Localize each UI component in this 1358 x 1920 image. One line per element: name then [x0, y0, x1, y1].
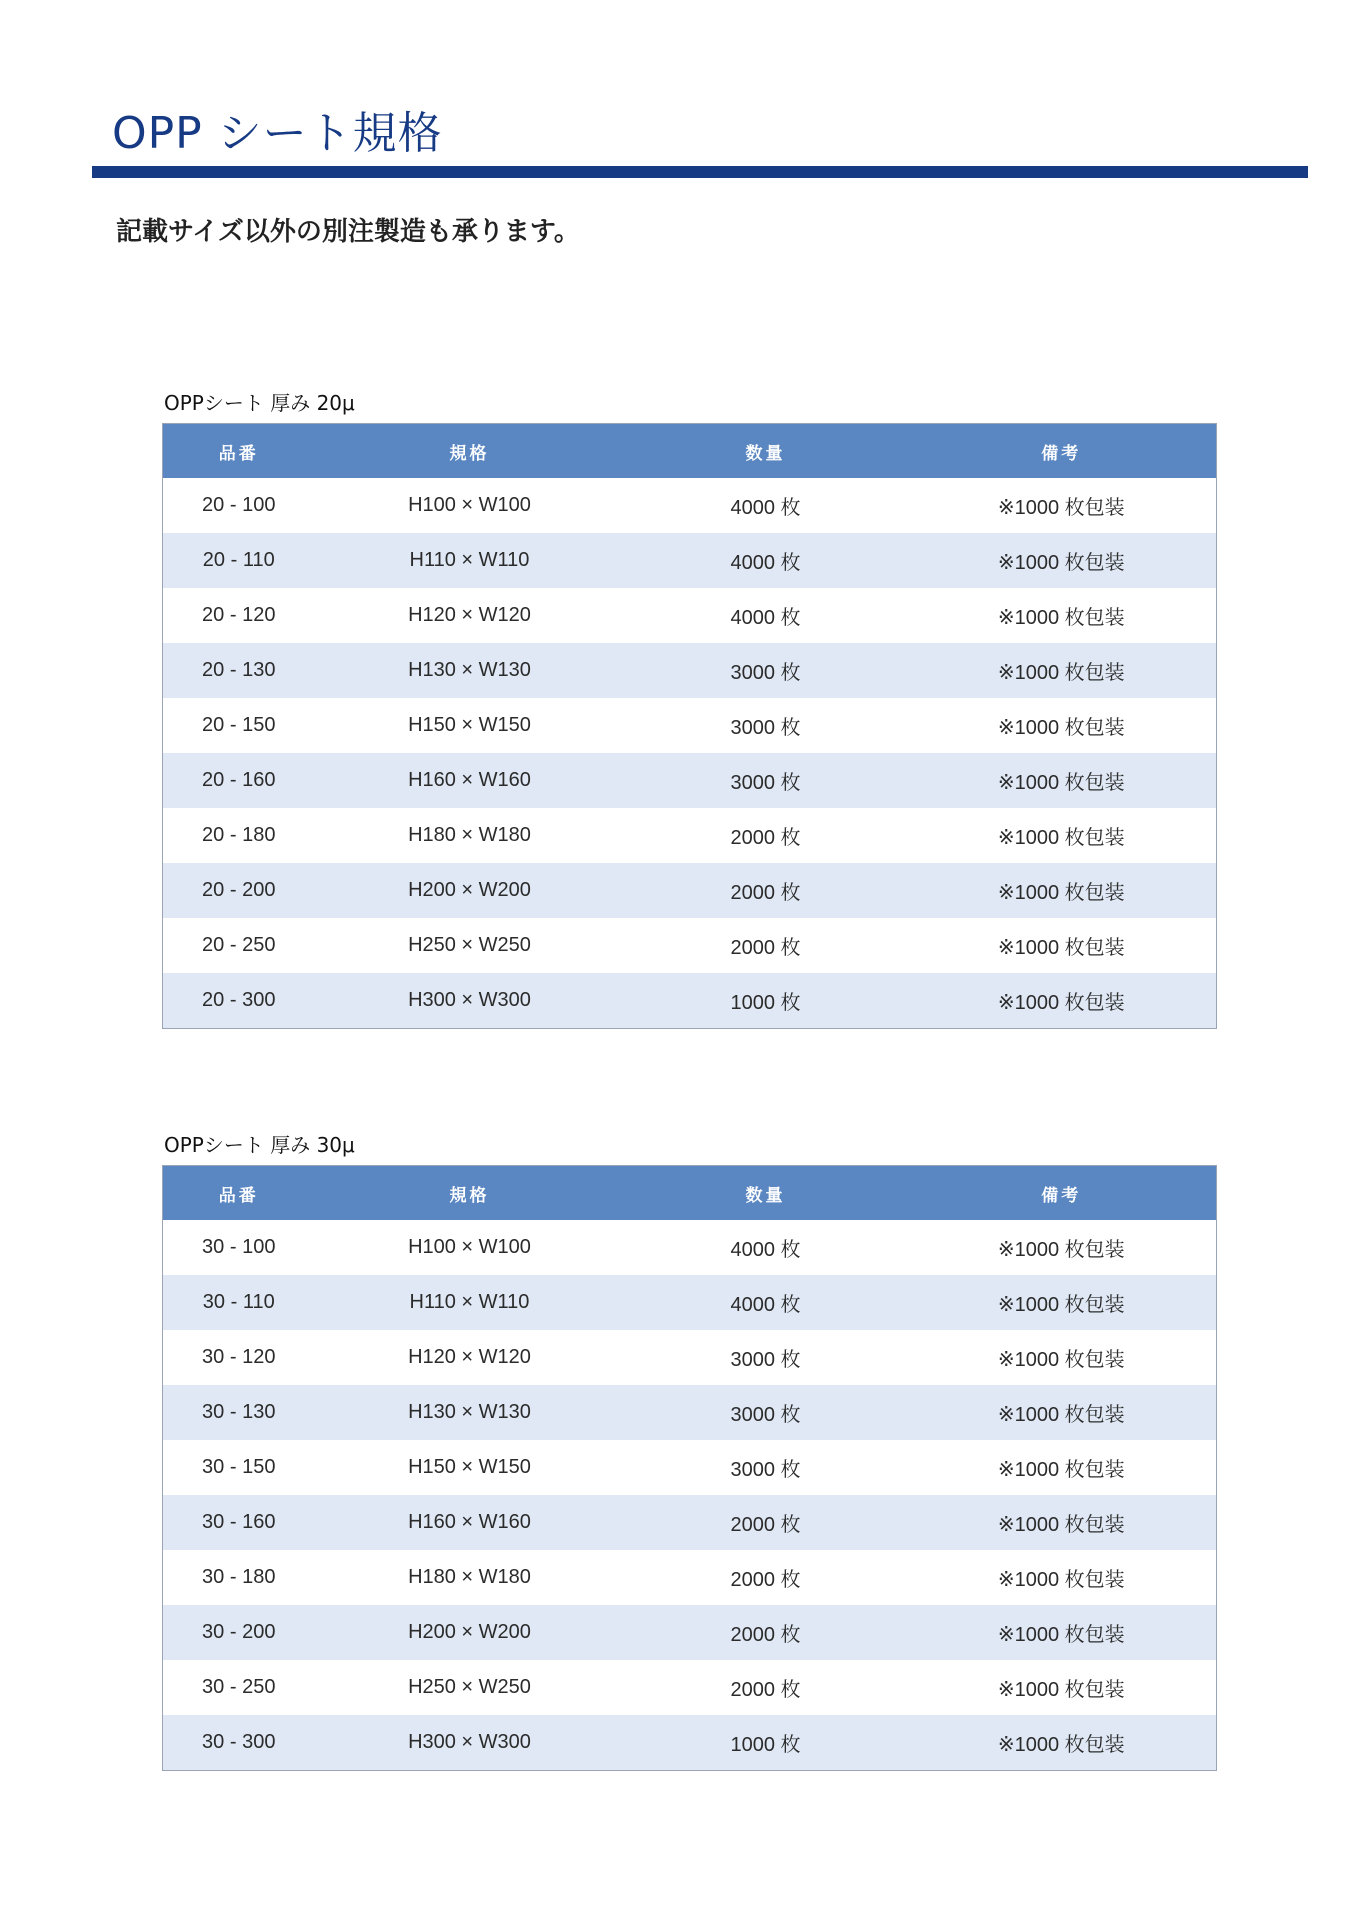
quantity-cell: 2000 枚	[625, 1605, 907, 1660]
column-header-spec: 規格	[315, 1166, 625, 1221]
quantity-cell: 4000 枚	[625, 588, 907, 643]
remarks-cell: ※1000 枚包装	[907, 1495, 1217, 1550]
column-header-remarks: 備考	[907, 1166, 1217, 1221]
table-header-row	[163, 1166, 1217, 1221]
part-number-cell: 20 - 250	[163, 918, 315, 973]
table-caption: OPPシート 厚み 20μ	[164, 391, 355, 415]
part-number-cell: 20 - 160	[163, 753, 315, 808]
spec-cell: H200 × W200	[315, 1605, 625, 1660]
quantity-cell: 3000 枚	[625, 1330, 907, 1385]
table-row	[163, 533, 1217, 588]
table-row	[163, 863, 1217, 918]
table-row	[163, 1495, 1217, 1550]
part-number-cell: 30 - 130	[163, 1385, 315, 1440]
quantity-cell: 3000 枚	[625, 643, 907, 698]
spec-cell: H160 × W160	[315, 753, 625, 808]
spec-table-20	[162, 423, 1217, 1029]
quantity-cell: 4000 枚	[625, 478, 907, 533]
remarks-cell: ※1000 枚包装	[907, 808, 1217, 863]
remarks-cell: ※1000 枚包装	[907, 533, 1217, 588]
spec-cell: H100 × W100	[315, 478, 625, 533]
spec-cell: H300 × W300	[315, 1715, 625, 1771]
spec-cell: H180 × W180	[315, 1550, 625, 1605]
remarks-cell: ※1000 枚包装	[907, 698, 1217, 753]
table-row	[163, 973, 1217, 1029]
spec-table-30	[162, 1165, 1217, 1771]
table-row	[163, 643, 1217, 698]
spec-cell: H130 × W130	[315, 643, 625, 698]
spec-cell: H180 × W180	[315, 808, 625, 863]
remarks-cell: ※1000 枚包装	[907, 1275, 1217, 1330]
column-header-part-number: 品番	[163, 424, 315, 479]
part-number-cell: 30 - 150	[163, 1440, 315, 1495]
part-number-cell: 20 - 120	[163, 588, 315, 643]
spec-cell: H250 × W250	[315, 918, 625, 973]
table-row	[163, 1550, 1217, 1605]
quantity-cell: 2000 枚	[625, 1660, 907, 1715]
title-divider	[92, 166, 1308, 178]
remarks-cell: ※1000 枚包装	[907, 753, 1217, 808]
table-row	[163, 918, 1217, 973]
table-row	[163, 588, 1217, 643]
quantity-cell: 3000 枚	[625, 698, 907, 753]
spec-cell: H110 × W110	[315, 533, 625, 588]
spec-cell: H150 × W150	[315, 1440, 625, 1495]
remarks-cell: ※1000 枚包装	[907, 973, 1217, 1029]
part-number-cell: 30 - 110	[163, 1275, 315, 1330]
quantity-cell: 1000 枚	[625, 1715, 907, 1771]
part-number-cell: 30 - 100	[163, 1220, 315, 1275]
remarks-cell: ※1000 枚包装	[907, 643, 1217, 698]
table-row	[163, 1660, 1217, 1715]
column-header-quantity: 数量	[625, 1166, 907, 1221]
part-number-cell: 30 - 250	[163, 1660, 315, 1715]
column-header-spec: 規格	[315, 424, 625, 479]
table-row	[163, 1385, 1217, 1440]
remarks-cell: ※1000 枚包装	[907, 1715, 1217, 1771]
part-number-cell: 30 - 120	[163, 1330, 315, 1385]
remarks-cell: ※1000 枚包装	[907, 588, 1217, 643]
remarks-cell: ※1000 枚包装	[907, 1605, 1217, 1660]
part-number-cell: 30 - 200	[163, 1605, 315, 1660]
table-row	[163, 1440, 1217, 1495]
table-row	[163, 478, 1217, 533]
page-subtitle: 記載サイズ以外の別注製造も承ります。	[116, 217, 580, 247]
remarks-cell: ※1000 枚包装	[907, 918, 1217, 973]
remarks-cell: ※1000 枚包装	[907, 1440, 1217, 1495]
spec-table-section-20	[162, 389, 1216, 1029]
spec-cell: H130 × W130	[315, 1385, 625, 1440]
spec-cell: H150 × W150	[315, 698, 625, 753]
spec-cell: H200 × W200	[315, 863, 625, 918]
part-number-cell: 30 - 300	[163, 1715, 315, 1771]
remarks-cell: ※1000 枚包装	[907, 863, 1217, 918]
spec-cell: H120 × W120	[315, 588, 625, 643]
table-row	[163, 808, 1217, 863]
spec-cell: H110 × W110	[315, 1275, 625, 1330]
part-number-cell: 20 - 130	[163, 643, 315, 698]
spec-cell: H160 × W160	[315, 1495, 625, 1550]
quantity-cell: 3000 枚	[625, 1385, 907, 1440]
spec-table-section-30	[162, 1131, 1216, 1771]
part-number-cell: 20 - 100	[163, 478, 315, 533]
table-row	[163, 1715, 1217, 1771]
remarks-cell: ※1000 枚包装	[907, 1385, 1217, 1440]
table-row	[163, 698, 1217, 753]
table-caption: OPPシート 厚み 30μ	[164, 1133, 355, 1157]
part-number-cell: 20 - 300	[163, 973, 315, 1029]
remarks-cell: ※1000 枚包装	[907, 478, 1217, 533]
column-header-remarks: 備考	[907, 424, 1217, 479]
quantity-cell: 2000 枚	[625, 808, 907, 863]
part-number-cell: 30 - 180	[163, 1550, 315, 1605]
spec-cell: H250 × W250	[315, 1660, 625, 1715]
table-row	[163, 753, 1217, 808]
quantity-cell: 2000 枚	[625, 1550, 907, 1605]
spec-cell: H120 × W120	[315, 1330, 625, 1385]
quantity-cell: 4000 枚	[625, 533, 907, 588]
part-number-cell: 20 - 200	[163, 863, 315, 918]
spec-cell: H100 × W100	[315, 1220, 625, 1275]
quantity-cell: 1000 枚	[625, 973, 907, 1029]
quantity-cell: 3000 枚	[625, 1440, 907, 1495]
part-number-cell: 20 - 180	[163, 808, 315, 863]
column-header-quantity: 数量	[625, 424, 907, 479]
quantity-cell: 4000 枚	[625, 1275, 907, 1330]
table-row	[163, 1605, 1217, 1660]
quantity-cell: 4000 枚	[625, 1220, 907, 1275]
page-title: OPP シート規格	[112, 108, 443, 159]
table-row	[163, 1220, 1217, 1275]
part-number-cell: 20 - 110	[163, 533, 315, 588]
remarks-cell: ※1000 枚包装	[907, 1660, 1217, 1715]
spec-cell: H300 × W300	[315, 973, 625, 1029]
part-number-cell: 30 - 160	[163, 1495, 315, 1550]
remarks-cell: ※1000 枚包装	[907, 1550, 1217, 1605]
quantity-cell: 2000 枚	[625, 1495, 907, 1550]
quantity-cell: 3000 枚	[625, 753, 907, 808]
column-header-part-number: 品番	[163, 1166, 315, 1221]
remarks-cell: ※1000 枚包装	[907, 1220, 1217, 1275]
table-header-row	[163, 424, 1217, 479]
table-row	[163, 1330, 1217, 1385]
part-number-cell: 20 - 150	[163, 698, 315, 753]
quantity-cell: 2000 枚	[625, 918, 907, 973]
table-row	[163, 1275, 1217, 1330]
remarks-cell: ※1000 枚包装	[907, 1330, 1217, 1385]
quantity-cell: 2000 枚	[625, 863, 907, 918]
